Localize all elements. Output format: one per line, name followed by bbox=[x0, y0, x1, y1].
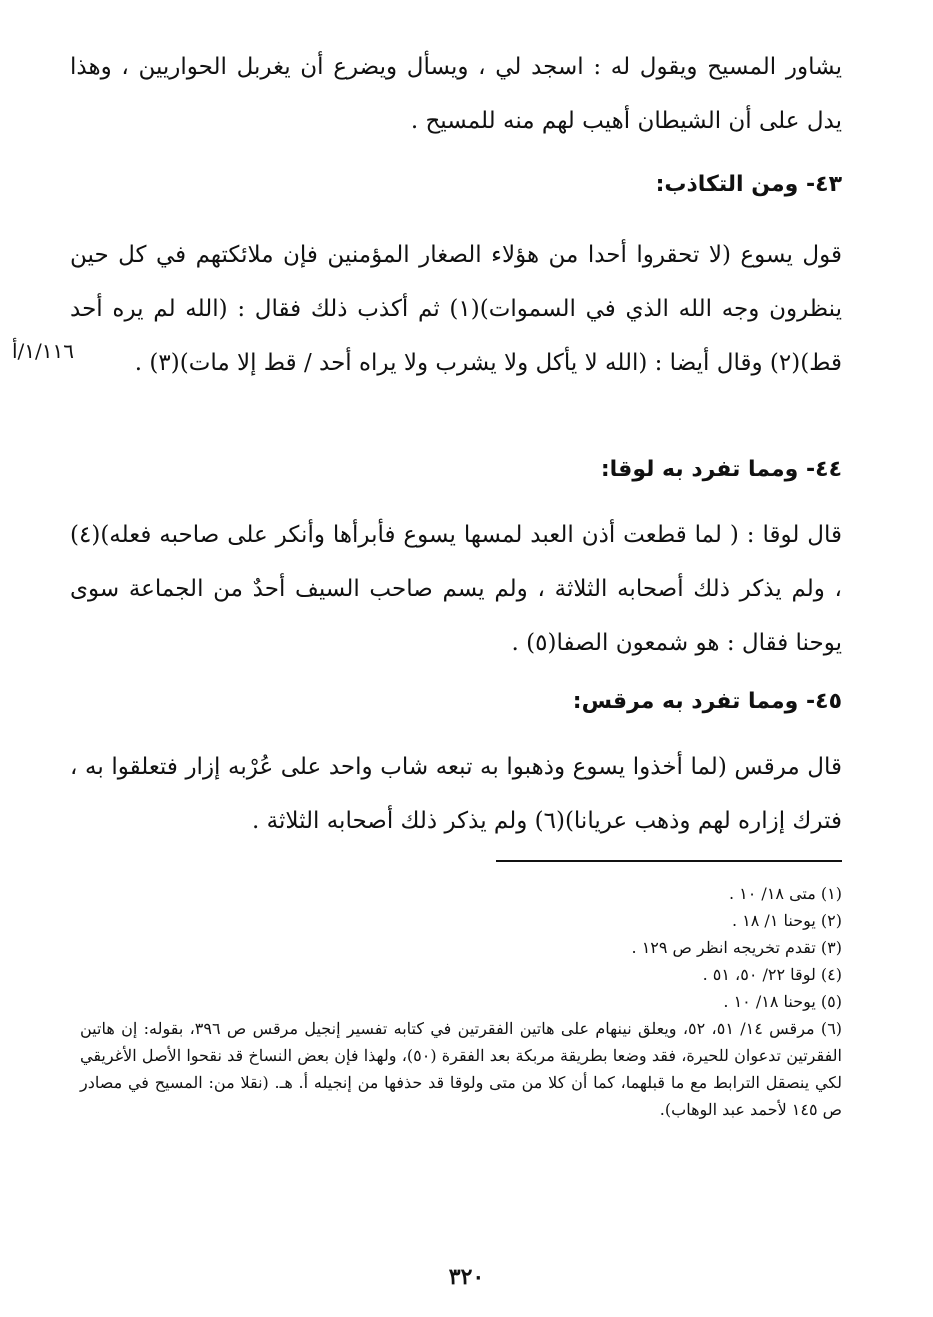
footnote-1: (١) متى ١٨/ ١٠ . bbox=[728, 884, 842, 903]
section-heading-44: ٤٤- ومما تفرد به لوقا: bbox=[600, 457, 842, 482]
footnotes bbox=[80, 880, 842, 1123]
footnote-separator bbox=[496, 860, 842, 862]
footnote-6: (٦) مرقس ١٤/ ٥١، ٥٢، ويعلق نينهام على هاتين الفقرتين في كتابه تفسير إنجيل مرقس ص ٣٩٦، بقوله: إن هاتين الفقرتين تدعوان للحيرة، فقد وضعا بطريقة مربكة بعد الفقرة (٥٠)، ولهذا فإن بعض النساخ قد نقحوا الأصل الأغريقي لكي ينصقل الترابط مع ما قبلهما، كما أن كلا من متى ولوقا قد حذفها من إنجيله أ. هـ. (نقلا من: المسيح في مصادر ص ١٤٥ لأحمد عبد الوهاب). bbox=[80, 1019, 843, 1119]
paragraph-section-44: قال لوقا : ( لما قطعت أذن العبد لمسها يسوع فأبرأها وأنكر على صاحبه فعله)(٤) ، ولم يذكر ذلك أصحابه الثلاثة ، ولم يسم صاحب السيف أحدٌ من الجماعة سوى يوحنا فقال : هو شمعون الصفا(٥) . bbox=[70, 522, 842, 656]
section-heading-45: ٤٥- ومما تفرد به مرقس: bbox=[572, 689, 842, 714]
footnote-2: (٢) يوحنا ١/ ١٨ . bbox=[731, 911, 842, 930]
page-number: ٣٢٠ bbox=[448, 1264, 485, 1290]
paragraph-section-43: قول يسوع (لا تحقروا أحدا من هؤلاء الصغار المؤمنين فإن ملائكتهم في كل حين ينظرون وجه الله الذي في السموات)(١) ثم أكذب ذلك فقال : (الله لم يره أحد قط)(٢) وقال أيضا : (الله لا يأكل ولا يشرب ولا يراه أحد / قط إلا مات)(٣) . bbox=[70, 242, 842, 376]
section-heading-43: ٤٣- ومن التكاذب: bbox=[655, 172, 842, 197]
paragraph-continuation: يشاور المسيح ويقول له : اسجد لي ، ويسأل ويضرع أن يغربل الحواريين ، وهذا يدل على أن الشيطان أهيب لهم منه للمسيح . bbox=[70, 54, 842, 134]
manuscript-folio-marker: ١/١١٦/أ bbox=[12, 339, 75, 363]
footnote-4: (٤) لوقا ٢٢/ ٥٠، ٥١ . bbox=[702, 965, 842, 984]
footnote-3: (٣) تقدم تخريجه انظر ص ١٢٩ . bbox=[631, 938, 842, 957]
footnote-5: (٥) يوحنا ١٨/ ١٠ . bbox=[723, 992, 842, 1011]
paragraph-section-45: قال مرقس (لما أخذوا يسوع وذهبوا به تبعه شاب واحد على عُرْبه إزار فتعلقوا به ، فترك إزاره لهم وذهب عريانا)(٦) ولم يذكر ذلك أصحابه الثلاثة . bbox=[70, 754, 842, 834]
